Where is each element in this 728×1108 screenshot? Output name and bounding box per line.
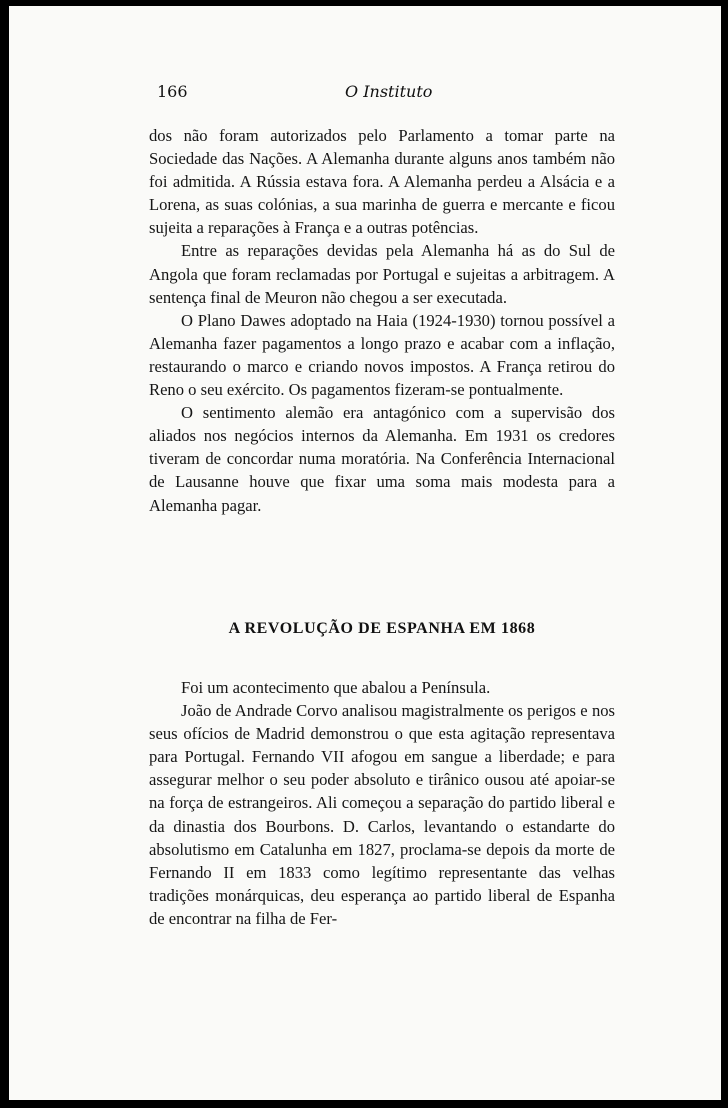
paragraph: Entre as reparações devidas pela Alemanha há as do Sul de Angola que foram reclamadas por Portugal e sujeitas a arbitragem. A sentença final de Meuron não chegou a ser executada. xyxy=(149,241,615,307)
body-text-before xyxy=(149,124,615,517)
paragraph: João de Andrade Corvo analisou magistralmente os perigos e nos seus ofícios de Madrid demonstrou o que esta agitação representava para Portugal. Fernando VII afogou em sangue a liberdade; e para assegurar melhor o seu poder absoluto e tirânico ousou até apoiar-se na força de estrangeiros. Ali começou a separação do partido liberal e da dinastia dos Bourbons. D. Carlos, levantando o estandarte do absolutismo em Catalunha em 1827, proclama-se depois da morte de Fernando II em 1833 como legítimo representante das velhas tradições monárquicas, deu esperança ao partido liberal de Espanha de encontrar na filha de Fer- xyxy=(149,701,615,928)
page-number: 166 xyxy=(157,82,188,101)
page-header xyxy=(157,82,633,106)
paragraph: O sentimento alemão era antagónico com a supervisão dos aliados nos negócios internos da Alemanha. Em 1931 os credores tiveram de concordar numa moratória. Na Conferência Internacional de Lausanne houve que fixar uma soma mais modesta para a Alemanha pagar. xyxy=(149,403,615,515)
section-heading: A REVOLUÇÃO DE ESPANHA EM 1868 xyxy=(228,620,536,637)
paragraph: Foi um acontecimento que abalou a Península. xyxy=(181,678,491,697)
paragraph: O Plano Dawes adoptado na Haia (1924-1930) tornou possível a Alemanha fazer pagamentos a longo prazo e acabar com a inflação, restaurando o marco e criando novos impostos. A França retirou do Reno o seu exército. Os pagamentos fizeram-se pontualmente. xyxy=(149,310,615,400)
paragraph: dos não foram autorizados pelo Parlamento a tomar parte na Sociedade das Nações. A Alemanha durante alguns anos também não foi admitida. A Rússia estava fora. A Alemanha perdeu a Alsácia e a Lorena, as suas colónias, a sua marinha de guerra e mercante e ficou sujeita a reparações à França e a outras potências. xyxy=(149,126,615,238)
running-title: O Instituto xyxy=(345,82,433,101)
body-text-after xyxy=(149,676,615,930)
